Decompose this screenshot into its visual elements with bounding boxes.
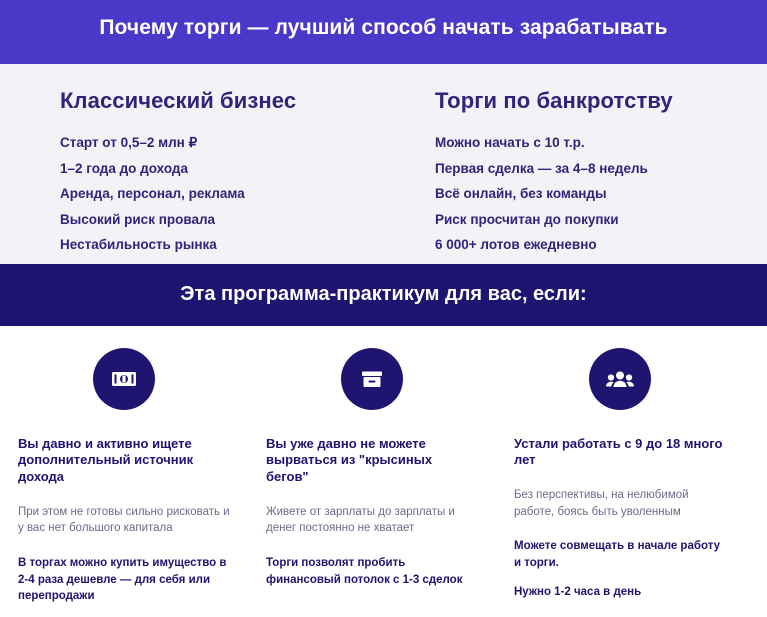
comparison-list-left bbox=[60, 136, 375, 252]
card-subtitle: Без перспективы, на нелюбимой работе, боясь быть уволенным bbox=[514, 489, 689, 518]
hero-banner bbox=[0, 0, 767, 64]
list-item: Нестабильность рынка bbox=[60, 237, 217, 253]
card-note: Можете совмещать в начале работу и торги. bbox=[514, 540, 721, 570]
comparison-column-bankruptcy-auctions bbox=[375, 88, 767, 264]
benefit-card bbox=[0, 348, 248, 617]
list-item: Можно начать с 10 т.р. bbox=[435, 135, 585, 151]
benefit-card bbox=[248, 348, 496, 617]
card-note: Торги позволят пробить финансовый потолок с 1-3 сделок bbox=[266, 556, 463, 586]
archive-box-icon bbox=[341, 348, 403, 410]
list-item: Старт от 0,5–2 млн ₽ bbox=[60, 135, 198, 151]
list-item: Первая сделка — за 4–8 недель bbox=[435, 160, 648, 176]
comparison-list-right bbox=[435, 136, 767, 252]
card-note: В торгах можно купить имущество в 2-4 раза дешевле — для себя или перепродажи bbox=[18, 556, 227, 603]
list-item: Риск просчитан до покупки bbox=[435, 211, 619, 227]
card-title: Вы уже давно не можете вырваться из "крысиных бегов" bbox=[266, 435, 433, 485]
list-item: Высокий риск провала bbox=[60, 211, 216, 227]
card-subtitle: При этом не готовы сильно рисковать и у вас нет большого капитала bbox=[18, 505, 230, 535]
comparison-heading-right: Торги по банкротству bbox=[435, 88, 673, 114]
icon-wrapper bbox=[18, 348, 230, 410]
comparison-heading-left: Классический бизнес bbox=[60, 88, 297, 114]
list-item: 6 000+ лотов ежедневно bbox=[435, 237, 597, 253]
card-subtitle: Живете от зарплаты до зарплаты и денег постоянно не хватает bbox=[266, 505, 455, 535]
benefit-cards bbox=[0, 326, 767, 617]
hero-title: Почему торги — лучший способ начать зарабатывать bbox=[99, 16, 668, 39]
money-icon bbox=[93, 348, 155, 410]
card-note-secondary: Нужно 1-2 часа в день bbox=[514, 585, 642, 598]
list-item: Аренда, персонал, реклама bbox=[60, 186, 245, 202]
comparison-column-classic-business bbox=[0, 88, 375, 264]
list-item: Всё онлайн, без команды bbox=[435, 186, 607, 202]
people-icon bbox=[589, 348, 651, 410]
band-title: Эта программа-практикум для вас, если: bbox=[180, 283, 587, 306]
icon-wrapper bbox=[514, 348, 726, 410]
program-band bbox=[0, 264, 767, 326]
card-title: Вы давно и активно ищете дополнительный источник дохода bbox=[18, 435, 194, 485]
benefit-card bbox=[496, 348, 744, 617]
comparison-section bbox=[0, 64, 767, 264]
list-item: 1–2 года до дохода bbox=[60, 160, 188, 176]
icon-wrapper bbox=[266, 348, 478, 410]
card-title: Устали работать с 9 до 18 много лет bbox=[514, 435, 723, 468]
